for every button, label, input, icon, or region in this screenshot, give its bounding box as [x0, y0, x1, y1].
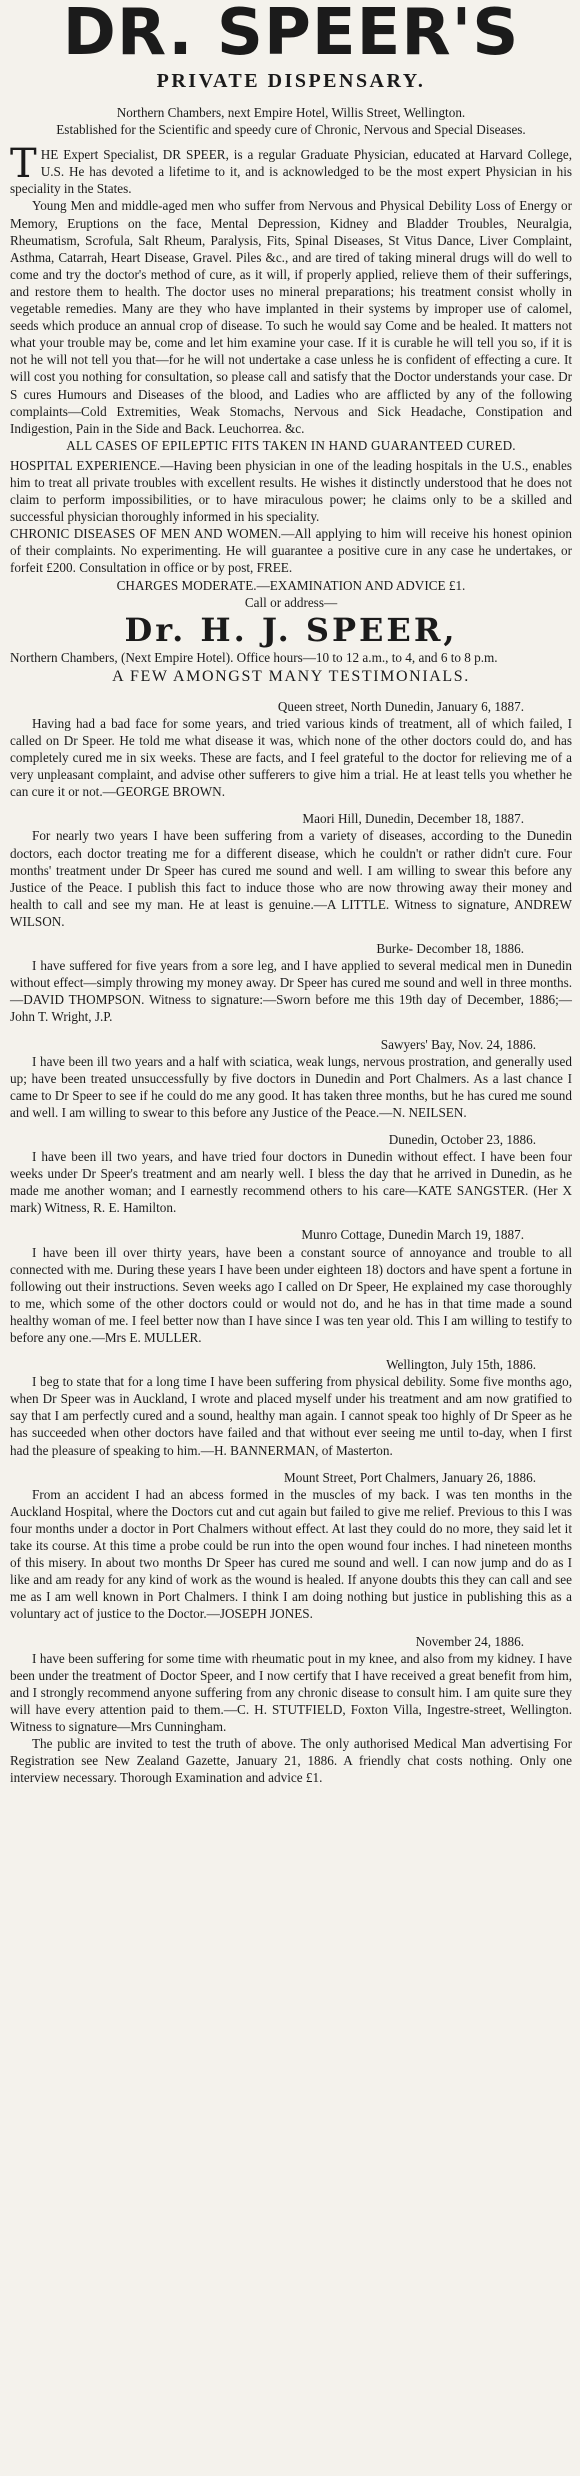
testimonial-dateline: Maori Hill, Dunedin, December 18, 1887.: [302, 811, 524, 827]
testimonial-body: For nearly two years I have been suffering from a variety of diseases, according to the Dunedin doctors, each doctor treating me for a different disease, which he couldn't or rather didn't cure. Four months' treatment under Dr Speer has cured me sound and well. I am willing to swear this before any Justice of the Peace. I publish this fact to induce those who are now throwing away their money and health to call and see my man. He at least is genuine.—A LITTLE. Witness to signature, ANDREW WILSON.: [10, 828, 572, 929]
testimonial: [10, 1036, 572, 1121]
testimonial-dateline: Sawyers' Bay, Nov. 24, 1886.: [380, 1036, 536, 1052]
testimonial-dateline: Dunedin, October 23, 1886.: [388, 1131, 536, 1147]
conditions-paragraph: Young Men and middle-aged men who suffer from Nervous and Physical Debility Loss of Energy or Memory, Eruptions on the face, Mental Depression, Kidney and Bladder Troubles, Neuralgia, Rheumatism, Scrofula, Salt Rheum, Paralysis, Fits, Spinal Diseases, St Vitus Dance, Liver Complaint, Asthma, Catarrah, Heart Disease, Gravel. Piles &c., and are tired of taking mineral drugs will do well to come and try the doctor's method of cure, as it will, if properly applied, relieve them of their sufferings, and restore them to health. The doctor uses no mineral preparations; his treatment consist wholly in vegetable remedies. Many are they who have implanted in their systems by improper use of calomel, seeds which produce an annual crop of disease. To such he would say Come and be healed. It matters not what your trouble may be, come and let him examine your case. If it is curable he will tell you so, if it is not he will not tell you that—for he will not undertake a case unless he is confident of effecting a cure. It will cost you nothing for consultation, so please call and satisfy that the Doctor understands your case. Dr S cures Humours and Diseases of the blood, and Ladies who are afflicted by any of the following complaints—Cold Extremities, Weak Stomachs, Nervous and Sick Headache, Constipation and Indigestion, Pain in the Side and Back. Leuchorrea. &c.: [10, 198, 572, 436]
doctor-name-heading: Dr. H. J. SPEER,: [124, 610, 458, 649]
masthead-subtitle: PRIVATE DISPENSARY.: [156, 70, 426, 92]
testimonial-dateline: November 24, 1886.: [415, 1633, 524, 1649]
testimonial-body: I have been ill two years and a half with sciatica, weak lungs, nervous prostration, and generally used up; have been treated unsuccessfully by five doctors in Dunedin and Port Chalmers. As a last chance I came to Dr Speer to see if he could do me any good. It has taken three months, but he has cured me sound and well. I am willing to swear to this before any Justice of the Peace.—N. NEILSEN.: [10, 1053, 572, 1120]
testimonials-heading: A FEW AMONGST MANY TESTIMONIALS.: [112, 667, 470, 685]
testimonial: [10, 1131, 572, 1216]
chronic-diseases-paragraph: CHRONIC DISEASES OF MEN AND WOMEN.—All applying to him will receive his honest opinion of their complaints. No experimenting. He will guarantee a positive cure in any case he undertakes, or forfeit £200. Consultation in office or by post, FREE.: [10, 526, 572, 576]
testimonial: [10, 1633, 572, 1736]
charges-line: CHARGES MODERATE.—EXAMINATION AND ADVICE £1.: [116, 577, 466, 593]
testimonial-body: Having had a bad face for some years, and tried various kinds of treatment, all of which failed, I called on Dr Speer. He told me what disease it was, which none of the other doctors could do, and has completely cured me in six weeks. These are facts, and I feel grateful to the doctor for relieving me of a very unpleasant complaint, and advise other sufferers to give him a trial. He at least tells you whether he can cure it or not.—GEORGE BROWN.: [10, 715, 572, 800]
testimonial-dateline: Munro Cottage, Dunedin March 19, 1887.: [301, 1227, 524, 1243]
established-line: Established for the Scientific and speedy cure of Chronic, Nervous and Special Diseases.: [56, 122, 526, 138]
testimonial-body: From an accident I had an abcess formed in the muscles of my back. I was ten months in the Auckland Hospital, where the Doctors cut and cut again but failed to give me relief. Previous to this I was four months under a doctor in Port Chalmers without effect. At last they could do no more, they said let it take its course. At this time a probe could be run into the open wound four inches. I had nineteen months of this misery. In about two months Dr Speer has cured me sound and well. I can now jump and do as I like and am ready for any kind of work as the wound is healed. If anyone doubts this they can call and see me as I am well known in Port Chalmers. I think I am doing nothing but justice in publishing this as a voluntary act of justice to the Doctor.—JOSEPH JONES.: [10, 1486, 572, 1622]
testimonial: [10, 940, 572, 1025]
address-line: Northern Chambers, next Empire Hotel, Willis Street, Wellington.: [116, 105, 466, 120]
epilepsy-notice: ALL CASES OF EPILEPTIC FITS TAKEN IN HAND GUARANTEED CURED.: [66, 437, 516, 453]
testimonial-dateline: Wellington, July 15th, 1886.: [386, 1357, 536, 1373]
intro-text: HE Expert Specialist, DR SPEER, is a regular Graduate Physician, educated at Harvard College, U.S. He has devoted a lifetime to it, and is acknowledged to be the most expert Physician in his speciality in the States.: [10, 147, 572, 197]
testimonial: [10, 1469, 572, 1623]
testimonial-body: I beg to state that for a long time I have been suffering from physical debility. Some five months ago, when Dr Speer was in Auckland, I wrote and placed myself under his treatment and am now gratified to say that I am perfectly cured and a sound, healthy man again. I cannot speak too highly of Dr Speer as he has succeeded when other doctors have failed and that without ever seeing me until to-day, when I first had the pleasure of speaking to him.—H. BANNERMAN, of Masterton.: [10, 1374, 572, 1458]
masthead-title: DR. SPEER'S: [62, 0, 520, 70]
hospital-experience-paragraph: HOSPITAL EXPERIENCE.—Having been physician in one of the leading hospitals in the U.S., enables him to treat all private troubles with excellent results. He wishes it distinctly understood that he does not claim to perform impossibilities, or to have miraculous power; he claims only to be a skilled and successful physician thoroughly informed in his speciality.: [10, 457, 572, 525]
testimonial-body: I have been ill over thirty years, have been a constant source of annoyance and trouble to all connected with me. During these years I have been under eighteen 18) doctors and have spent a fortune in following out their instructions. Seven weeks ago I called on Dr Speer, He explained my case thoroughly to me, which some of the other doctors could or would not do, and he has in that time made a sound healthy woman of me. I feel better now than I have since I was ten year old. This I am willing to testify to before any one.—Mrs E. MULLER.: [10, 1244, 572, 1345]
intro-paragraph: [10, 141, 572, 197]
testimonial-body: I have been ill two years, and have tried four doctors in Dunedin without effect. I have been four weeks under Dr Speer's treatment and am nearly well. I bless the day that he arrived in Dunedin, as he made me another woman; and I earnestly recommend others to his care—KATE SANGSTER. (Her X mark) Witness, R. E. Hamilton.: [10, 1149, 572, 1216]
closing-paragraph: The public are invited to test the truth of above. The only authorised Medical Man advertising For Registration see New Zealand Gazette, January 21, 1886. A friendly chat costs nothing. Only one interview necessary. Thorough Examination and advice £1.: [10, 1736, 572, 1786]
testimonial-body: I have been suffering for some time with rheumatic pout in my knee, and also from my kidney. I have been under the treatment of Doctor Speer, and I now certify that I have received a great benefit from him, and I strongly recommend anyone suffering from any chronic disease to consult him. I am quite sure they will have every attention paid to them.—C. H. STUTFIELD, Foxton Villa, Ingestre-street, Wellington. Witness to signature—Mrs Cunningham.: [10, 1650, 572, 1734]
call-line: Call or address—: [244, 594, 338, 610]
testimonial-dateline: Mount Street, Port Chalmers, January 26, 1886.: [284, 1469, 536, 1485]
drop-cap: T: [10, 141, 37, 188]
testimonial: [10, 1356, 572, 1459]
office-hours-line: Northern Chambers, (Next Empire Hotel). Office hours—10 to 12 a.m., to 4, and 6 to 8 p.m.: [10, 649, 498, 665]
testimonial-dateline: Burke- Decomber 18, 1886.: [376, 941, 524, 957]
testimonial-body: I have suffered for five years from a sore leg, and I have applied to several medical men in Dunedin without effect—simply throwing my money away. Dr Speer has cured me sound and well in three months.—DAVID THOMPSON. Witness to signature:—Sworn before me this 19th day of December, 1886;—John T. Wright, J.P.: [10, 958, 572, 1025]
testimonial: [10, 1226, 572, 1346]
testimonial-dateline: Queen street, North Dunedin, January 6, 1887.: [277, 698, 524, 714]
testimonial: [10, 698, 572, 801]
testimonial: [10, 810, 572, 930]
